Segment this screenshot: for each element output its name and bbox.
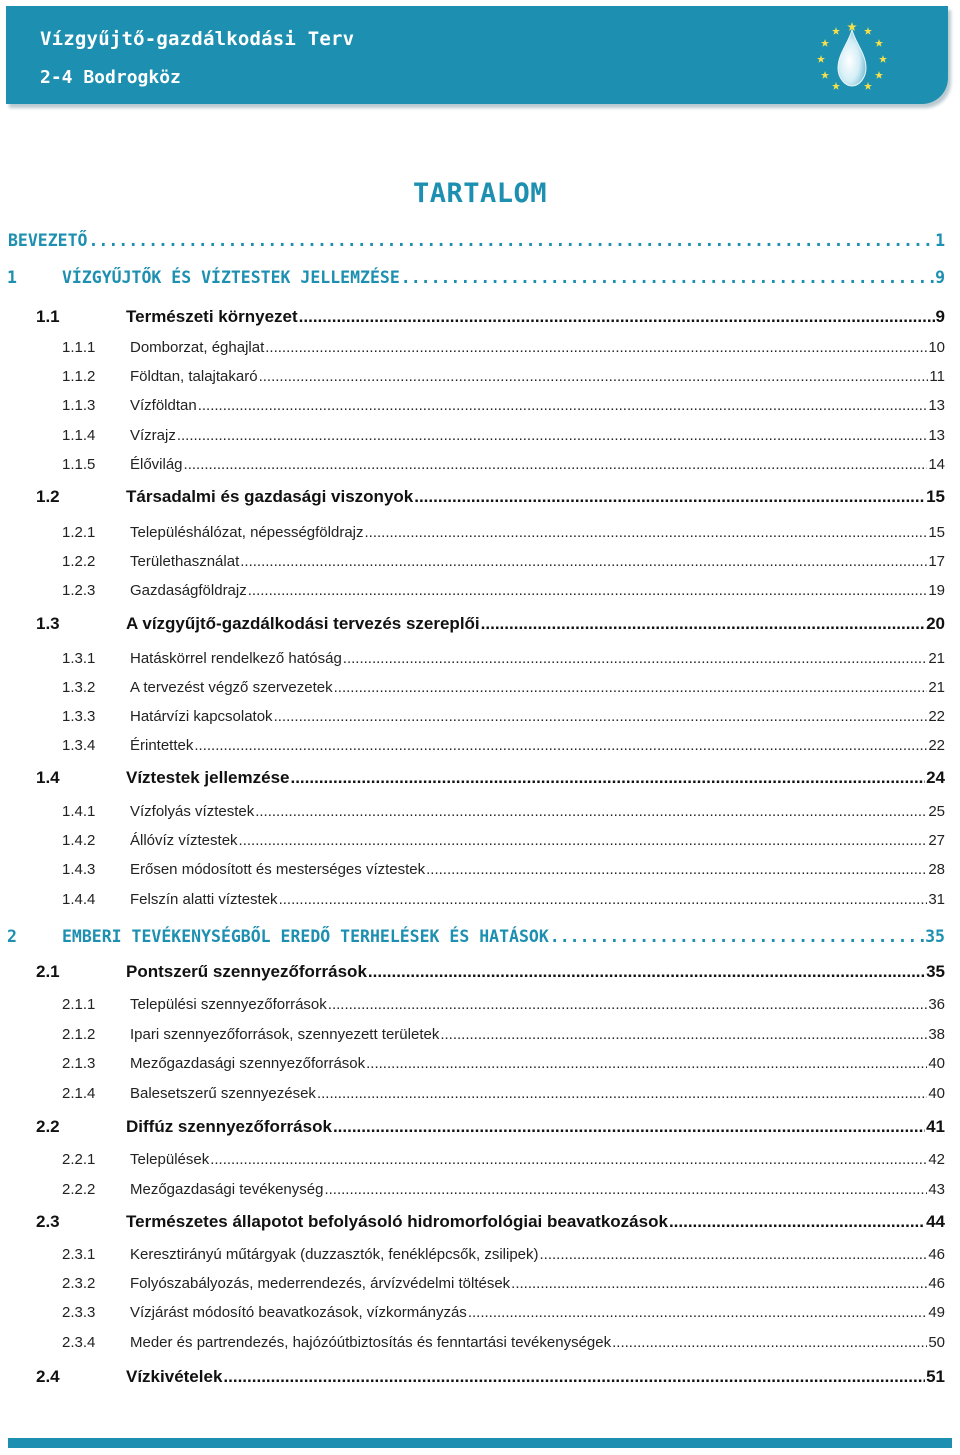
toc-entry[interactable] <box>0 268 960 287</box>
dot-leader <box>669 1212 925 1232</box>
toc-entry-page: 41 <box>926 1117 945 1136</box>
toc-entry-number: 1.3 <box>36 614 60 633</box>
toc-entry[interactable] <box>0 231 960 250</box>
toc-entry[interactable] <box>0 708 960 725</box>
dot-leader <box>177 427 927 444</box>
toc-entry-title: Víztestek jellemzése <box>126 768 290 787</box>
toc-entry-number: 1.3.2 <box>62 679 96 696</box>
toc-entry-page: 35 <box>926 962 945 981</box>
toc-entry-page: 46 <box>928 1275 945 1292</box>
toc-entry-number: 2.2.1 <box>62 1151 96 1168</box>
dot-leader <box>255 803 927 820</box>
toc-entry-page: 25 <box>928 803 945 820</box>
toc-entry-number: 2.3.3 <box>62 1304 96 1321</box>
toc-entry-title: Domborzat, éghajlat <box>130 339 265 356</box>
toc-entry-number: 2.2 <box>36 1117 60 1136</box>
toc-entry[interactable] <box>0 1212 960 1232</box>
toc-entry[interactable] <box>0 1304 960 1321</box>
toc-entry-number: 2.2.2 <box>62 1181 96 1198</box>
toc-entry[interactable] <box>0 927 960 946</box>
toc-entry-number: 2.4 <box>36 1367 60 1386</box>
dot-leader <box>88 231 934 250</box>
toc-entry-number: 2.3.2 <box>62 1275 96 1292</box>
toc-entry-title: Diffúz szennyezőforrások <box>126 1117 332 1136</box>
toc-entry[interactable] <box>0 1151 960 1168</box>
toc-entry-title: Természetes állapotot befolyásoló hidromorfológiai beavatkozások <box>126 1212 668 1231</box>
toc-entry-title: Települések <box>130 1151 210 1168</box>
toc-entry-number: 1.4 <box>36 768 60 787</box>
toc-entry-number: 1 <box>7 268 17 287</box>
toc-entry-number: 1.1.3 <box>62 397 96 414</box>
toc-entry-number: 1.1.5 <box>62 456 96 473</box>
toc-entry[interactable] <box>0 397 960 414</box>
toc-entry-title: Meder és partrendezés, hajózóútbiztosítás és fenntartási tevékenységek <box>130 1334 612 1351</box>
toc-entry-page: 22 <box>928 737 945 754</box>
toc-entry[interactable] <box>0 614 960 634</box>
toc-entry[interactable] <box>0 307 960 327</box>
toc-entry-number: 2.1.1 <box>62 996 96 1013</box>
toc-entry[interactable] <box>0 1275 960 1292</box>
toc-entry-page: 42 <box>928 1151 945 1168</box>
toc-entry-title: Erősen módosított és mesterséges víztestek <box>130 861 426 878</box>
toc-entry-page: 38 <box>928 1026 945 1043</box>
dot-leader <box>299 307 935 327</box>
toc-entry-number: 1.3.3 <box>62 708 96 725</box>
toc-entry-number: 2.1 <box>36 962 60 981</box>
toc-entry-number: 1.4.1 <box>62 803 96 820</box>
toc-entry-title: Vízföldtan <box>130 397 197 414</box>
toc-entry-page: 11 <box>929 368 945 385</box>
toc-entry-page: 31 <box>928 891 945 908</box>
toc-entry-number: 1.1.2 <box>62 368 96 385</box>
document-title: Vízgyűjtő-gazdálkodási Terv <box>40 28 355 50</box>
toc-entry[interactable] <box>0 891 960 908</box>
toc-entry-title: Vízkivételek <box>126 1367 223 1386</box>
toc-entry-title: Földtan, talajtakaró <box>130 368 258 385</box>
toc-entry-page: 15 <box>926 487 945 506</box>
toc-entry-page: 51 <box>926 1367 945 1386</box>
dot-leader <box>248 582 928 599</box>
toc-entry-page: 17 <box>928 553 945 570</box>
dot-leader <box>468 1304 928 1321</box>
toc-entry-title: Természeti környezet <box>126 307 298 326</box>
toc-entry-title: Határvízi kapcsolatok <box>130 708 273 725</box>
toc-entry[interactable] <box>0 339 960 356</box>
toc-entry-number: 2 <box>7 927 17 946</box>
toc-entry-title: Felszín alatti víztestek <box>130 891 278 908</box>
toc-entry-title: Mezőgazdasági tevékenység <box>130 1181 324 1198</box>
toc-entry-title: Folyószabályozás, mederrendezés, árvízvédelmi töltések <box>130 1275 511 1292</box>
toc-entry-title: Vízfolyás víztestek <box>130 803 255 820</box>
dot-leader <box>343 650 928 667</box>
toc-entry-number: 2.1.2 <box>62 1026 96 1043</box>
dot-leader <box>198 397 928 414</box>
toc-entry-title: Településhálózat, népességföldrajz <box>130 524 364 541</box>
toc-entry[interactable] <box>0 553 960 570</box>
toc-entry[interactable] <box>0 996 960 1013</box>
dot-leader <box>210 1151 927 1168</box>
toc-entry-page: 13 <box>928 397 945 414</box>
toc-entry-number: 1.2.1 <box>62 524 96 541</box>
toc-entry-title: VÍZGYŰJTŐK ÉS VÍZTESTEK JELLEMZÉSE <box>62 268 400 287</box>
dot-leader <box>426 861 927 878</box>
toc-entry[interactable] <box>0 1334 960 1351</box>
dot-leader <box>414 487 925 507</box>
footer-bar <box>8 1438 952 1448</box>
toc-entry-title: Állóvíz víztestek <box>130 832 238 849</box>
toc-entry-page: 40 <box>928 1055 945 1072</box>
toc-entry-title: BEVEZETŐ <box>8 231 88 250</box>
dot-leader <box>194 737 927 754</box>
dot-leader <box>324 1181 927 1198</box>
dot-leader <box>265 339 927 356</box>
toc-entry[interactable] <box>0 1181 960 1198</box>
toc-entry-title: Területhasználat <box>130 553 240 570</box>
document-subtitle: 2-4 Bodrogköz <box>40 67 181 88</box>
toc-entry-number: 1.4.2 <box>62 832 96 849</box>
toc-entry[interactable] <box>0 427 960 444</box>
toc-entry-title: Hatáskörrel rendelkező hatóság <box>130 650 342 667</box>
toc-entry-title: Keresztirányú műtárgyak (duzzasztók, fenéklépcsők, zsilipek) <box>130 1246 539 1263</box>
dot-leader <box>223 1367 925 1387</box>
dot-leader <box>550 927 924 946</box>
dot-leader <box>365 524 928 541</box>
toc-entry-number: 2.3.4 <box>62 1334 96 1351</box>
toc-entry[interactable] <box>0 768 960 788</box>
toc-entry-number: 2.3.1 <box>62 1246 96 1263</box>
toc-entry[interactable] <box>0 524 960 541</box>
toc-entry[interactable] <box>0 962 960 982</box>
dot-leader <box>290 768 925 788</box>
toc-entry-page: 46 <box>928 1246 945 1263</box>
toc-entry-title: Érintettek <box>130 737 194 754</box>
toc-entry[interactable] <box>0 1117 960 1137</box>
toc-entry[interactable] <box>0 832 960 849</box>
dot-leader <box>540 1246 928 1263</box>
dot-leader <box>334 679 928 696</box>
toc-entry-page: 21 <box>928 650 945 667</box>
toc-entry-number: 1.4.3 <box>62 861 96 878</box>
dot-leader <box>317 1085 927 1102</box>
toc-entry-page: 14 <box>928 456 945 473</box>
toc-entry[interactable] <box>0 1055 960 1072</box>
dot-leader <box>259 368 929 385</box>
toc-entry-title: Települési szennyezőforrások <box>130 996 327 1013</box>
toc-entry-page: 50 <box>928 1334 945 1351</box>
toc-entry-title: Gazdaságföldrajz <box>130 582 247 599</box>
toc-entry[interactable] <box>0 368 960 385</box>
toc-entry-title: Élővilág <box>130 456 183 473</box>
toc-entry-page: 27 <box>928 832 945 849</box>
toc-entry[interactable] <box>0 456 960 473</box>
dot-leader <box>328 996 928 1013</box>
dot-leader <box>333 1117 925 1137</box>
toc-entry-page: 13 <box>928 427 945 444</box>
toc-entry-page: 22 <box>928 708 945 725</box>
toc-entry-title: Társadalmi és gazdasági viszonyok <box>126 487 414 506</box>
toc-entry-number: 1.1.1 <box>62 339 96 356</box>
toc-entry-page: 21 <box>928 679 945 696</box>
toc-entry-page: 43 <box>928 1181 945 1198</box>
dot-leader <box>184 456 928 473</box>
water-drop-stars-icon <box>812 20 892 100</box>
dot-leader <box>366 1055 927 1072</box>
toc-entry-page: 28 <box>928 861 945 878</box>
toc-entry-number: 2.1.3 <box>62 1055 96 1072</box>
toc-entry[interactable] <box>0 582 960 599</box>
toc-entry-title: Ipari szennyezőforrások, szennyezett területek <box>130 1026 440 1043</box>
dot-leader <box>239 832 928 849</box>
toc-entry[interactable] <box>0 1085 960 1102</box>
toc-entry[interactable] <box>0 803 960 820</box>
toc-entry-title: EMBERI TEVÉKENYSÉGBŐL EREDŐ TERHELÉSEK ÉS HATÁSOK <box>62 927 549 946</box>
toc-entry-title: A tervezést végző szervezetek <box>130 679 333 696</box>
toc-entry-title: Balesetszerű szennyezések <box>130 1085 316 1102</box>
toc-entry[interactable] <box>0 679 960 696</box>
dot-leader <box>401 268 934 287</box>
toc-entry-page: 44 <box>926 1212 945 1231</box>
toc-entry-page: 9 <box>935 307 945 326</box>
dot-leader <box>368 962 925 982</box>
toc-entry-title: Mezőgazdasági szennyezőforrások <box>130 1055 366 1072</box>
toc-entry-number: 1.3.1 <box>62 650 96 667</box>
toc-entry-page: 1 <box>935 231 945 250</box>
toc-entry-title: Vízjárást módosító beavatkozások, vízkormányzás <box>130 1304 467 1321</box>
dot-leader <box>511 1275 927 1292</box>
toc-entry-title: Pontszerű szennyezőforrások <box>126 962 367 981</box>
toc-entry-page: 9 <box>935 268 945 287</box>
toc-entry-number: 2.1.4 <box>62 1085 96 1102</box>
toc-entry-title: A vízgyűjtő-gazdálkodási tervezés szereplői <box>126 614 480 633</box>
toc-entry-number: 2.3 <box>36 1212 60 1231</box>
toc-entry-number: 1.3.4 <box>62 737 96 754</box>
toc-entry-number: 1.2.3 <box>62 582 96 599</box>
dot-leader <box>279 891 928 908</box>
toc-entry[interactable] <box>0 1026 960 1043</box>
toc-entry[interactable] <box>0 650 960 667</box>
toc-entry-title: Vízrajz <box>130 427 176 444</box>
toc-entry[interactable] <box>0 861 960 878</box>
dot-leader <box>240 553 927 570</box>
toc-entry-page: 10 <box>928 339 945 356</box>
toc-entry[interactable] <box>0 737 960 754</box>
toc-entry[interactable] <box>0 1367 960 1387</box>
toc-entry-page: 15 <box>928 524 945 541</box>
dot-leader <box>481 614 925 634</box>
toc-entry-page: 36 <box>928 996 945 1013</box>
toc-entry-number: 1.2 <box>36 487 60 506</box>
toc-entry-number: 1.1.4 <box>62 427 96 444</box>
toc-entry-page: 49 <box>928 1304 945 1321</box>
dot-leader <box>274 708 928 725</box>
toc-entry-page: 24 <box>926 768 945 787</box>
toc-entry[interactable] <box>0 1246 960 1263</box>
toc-entry-page: 19 <box>928 582 945 599</box>
toc-entry-page: 35 <box>925 927 945 946</box>
toc-heading: TARTALOM <box>412 178 548 209</box>
toc-entry-number: 1.4.4 <box>62 891 96 908</box>
toc-entry-number: 1.1 <box>36 307 60 326</box>
dot-leader <box>612 1334 927 1351</box>
toc-entry-page: 20 <box>926 614 945 633</box>
toc-entry[interactable] <box>0 487 960 507</box>
dot-leader <box>440 1026 927 1043</box>
header-banner <box>6 6 948 104</box>
toc-entry-page: 40 <box>928 1085 945 1102</box>
toc-entry-number: 1.2.2 <box>62 553 96 570</box>
